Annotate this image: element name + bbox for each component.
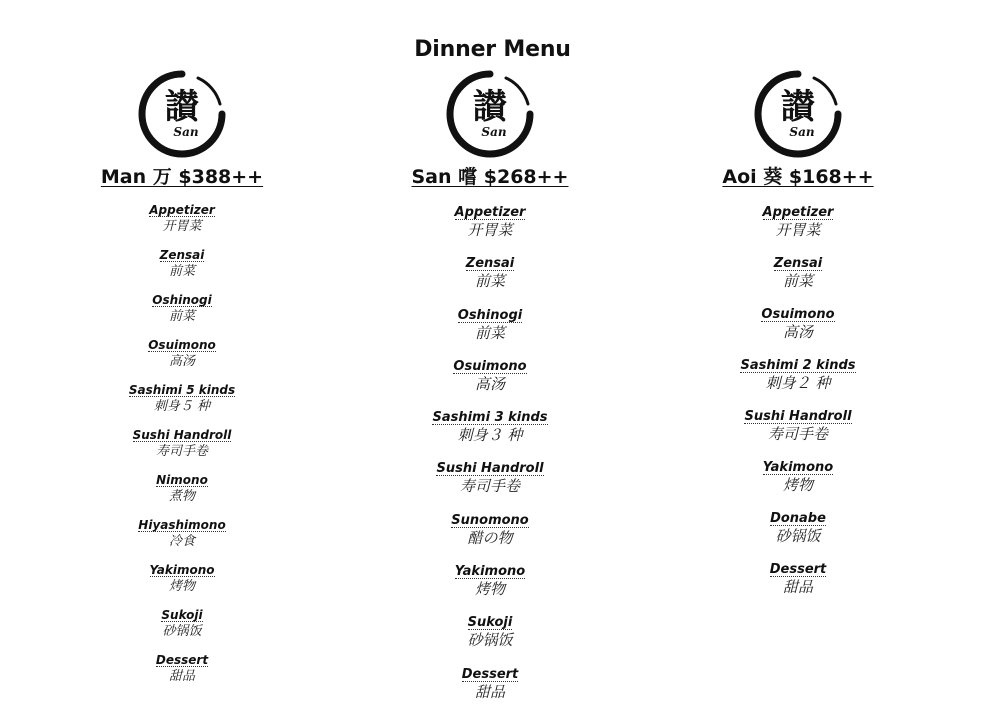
menu-item-name: Yakimono — [454, 564, 526, 580]
menu-item — [370, 511, 610, 562]
menu-item-chinese: 甜品 — [782, 578, 813, 596]
menu-item-name: Appetizer — [149, 203, 215, 217]
menu-item-chinese: 寿司手卷 — [155, 444, 208, 459]
page-title: Dinner Menu — [414, 37, 571, 62]
menu-item — [678, 560, 918, 611]
menu-item-chinese: 甜品 — [168, 669, 195, 684]
menu-item-name: Zensai — [465, 256, 515, 272]
menu-item-chinese: 前菜 — [474, 272, 505, 291]
menu-item-name: Sukoji — [161, 608, 203, 622]
menu-item-name: Donabe — [770, 511, 826, 526]
menu-item — [370, 665, 610, 716]
menu-item-chinese: 寿司手卷 — [459, 477, 520, 496]
logo-kanji: 讃 — [781, 87, 815, 127]
menu-item-name: Zensai — [159, 248, 205, 262]
menu-item — [678, 203, 918, 254]
logo-script: San — [789, 125, 815, 139]
menu-item — [62, 606, 302, 651]
menu-item-chinese: 开胃菜 — [775, 221, 821, 239]
menu-item — [678, 509, 918, 560]
menu-item — [62, 471, 302, 516]
menu-heading: San 嚐 $268++ — [411, 166, 569, 188]
logo-script: San — [481, 125, 507, 139]
san-logo — [136, 68, 228, 160]
menu-items — [678, 203, 918, 611]
menu-item-name: Oshinogi — [457, 307, 523, 323]
menu-item — [62, 201, 302, 246]
san-logo — [444, 68, 536, 160]
menu-item-name: Sashimi 3 kinds — [432, 410, 548, 426]
menu-item-chinese: 寿司手卷 — [767, 425, 828, 443]
menu-item — [370, 562, 610, 613]
menu-item — [370, 613, 610, 664]
menu-item — [62, 561, 302, 606]
menu-item-name: Appetizer — [762, 205, 834, 220]
menu-item-chinese: 烤物 — [168, 579, 195, 594]
menu-item-chinese: 前菜 — [474, 323, 505, 342]
menu-item — [370, 408, 610, 459]
menu-item-name: Sukoji — [467, 615, 513, 631]
menu-item-name: Zensai — [773, 256, 823, 271]
logo-script: San — [173, 125, 199, 139]
menu-item — [62, 291, 302, 336]
menu-item — [678, 458, 918, 509]
menu-item — [62, 246, 302, 291]
menu-item-chinese: 高汤 — [474, 374, 505, 393]
menu-item-name: Hiyashimono — [138, 518, 226, 532]
menu-item-name: Sushi Handroll — [436, 461, 544, 477]
menu-item-name: Sashimi 5 kinds — [128, 383, 236, 397]
menu-item-chinese: 刺身２ 种 — [765, 374, 831, 392]
menu-item-chinese: 煮物 — [168, 489, 195, 504]
menu-item-name: Osuimono — [148, 338, 216, 352]
menu-item-chinese: 冷食 — [168, 534, 195, 549]
menu-item-name: Oshinogi — [152, 293, 212, 307]
menu-item-name: Nimono — [156, 473, 208, 487]
menu-item — [370, 254, 610, 305]
menu-aoi — [678, 68, 918, 611]
logo-kanji: 讃 — [165, 87, 199, 127]
menu-item-chinese: 高汤 — [168, 354, 195, 369]
menu-item-chinese: 砂锅饭 — [467, 631, 513, 650]
san-logo — [752, 68, 844, 160]
menu-item-name: Dessert — [461, 666, 519, 682]
menu-items — [62, 201, 302, 696]
menu-item-chinese: 烤物 — [782, 476, 813, 494]
menu-item-name: Sunomono — [451, 512, 529, 528]
menu-item — [370, 459, 610, 510]
menu-items — [370, 203, 610, 716]
menu-item — [370, 306, 610, 357]
menu-item-name: Yakimono — [762, 460, 834, 475]
menu-item — [62, 651, 302, 696]
menu-item-chinese: 刺身３ 种 — [457, 426, 523, 445]
menu-item-name: Sushi Handroll — [744, 409, 852, 424]
logo-kanji: 讃 — [473, 87, 507, 127]
menu-item-name: Dessert — [155, 653, 209, 667]
menu-item-name: Dessert — [769, 562, 827, 577]
menu-item-name: Sashimi 2 kinds — [740, 358, 856, 373]
menu-item-name: Yakimono — [149, 563, 215, 577]
menu-item-chinese: 高汤 — [782, 323, 813, 341]
menu-item-chinese: 砂锅饭 — [162, 624, 202, 639]
menu-item-chinese: 开胃菜 — [162, 219, 202, 234]
menu-item — [678, 254, 918, 305]
menu-heading: Man 万 $388++ — [100, 166, 264, 188]
menu-san — [370, 68, 610, 716]
menu-item-chinese: 烤物 — [474, 580, 505, 599]
menu-item — [370, 357, 610, 408]
menu-man — [62, 68, 302, 696]
menu-item — [678, 407, 918, 458]
menu-item — [62, 336, 302, 381]
menu-item-name: Sushi Handroll — [132, 428, 232, 442]
menu-item-name: Appetizer — [454, 205, 526, 220]
menu-item-chinese: 前菜 — [168, 264, 195, 279]
menu-item-chinese: 甜品 — [474, 682, 505, 701]
menu-item-name: Osuimono — [761, 307, 835, 322]
menu-item-name: Osuimono — [453, 358, 527, 374]
menu-heading: Aoi 葵 $168++ — [722, 166, 874, 188]
menu-item — [62, 381, 302, 426]
menu-item-chinese: 前菜 — [782, 272, 813, 290]
menu-item-chinese: 刺身５ 种 — [153, 399, 211, 414]
menu-item — [370, 203, 610, 254]
menu-item — [678, 356, 918, 407]
menu-item-chinese: 醋の物 — [467, 528, 513, 547]
menu-item-chinese: 前菜 — [168, 309, 195, 324]
menu-item-chinese: 砂锅饭 — [775, 527, 821, 545]
menu-item — [62, 516, 302, 561]
menu-item-chinese: 开胃菜 — [467, 221, 513, 239]
menu-item — [678, 305, 918, 356]
menu-item — [62, 426, 302, 471]
